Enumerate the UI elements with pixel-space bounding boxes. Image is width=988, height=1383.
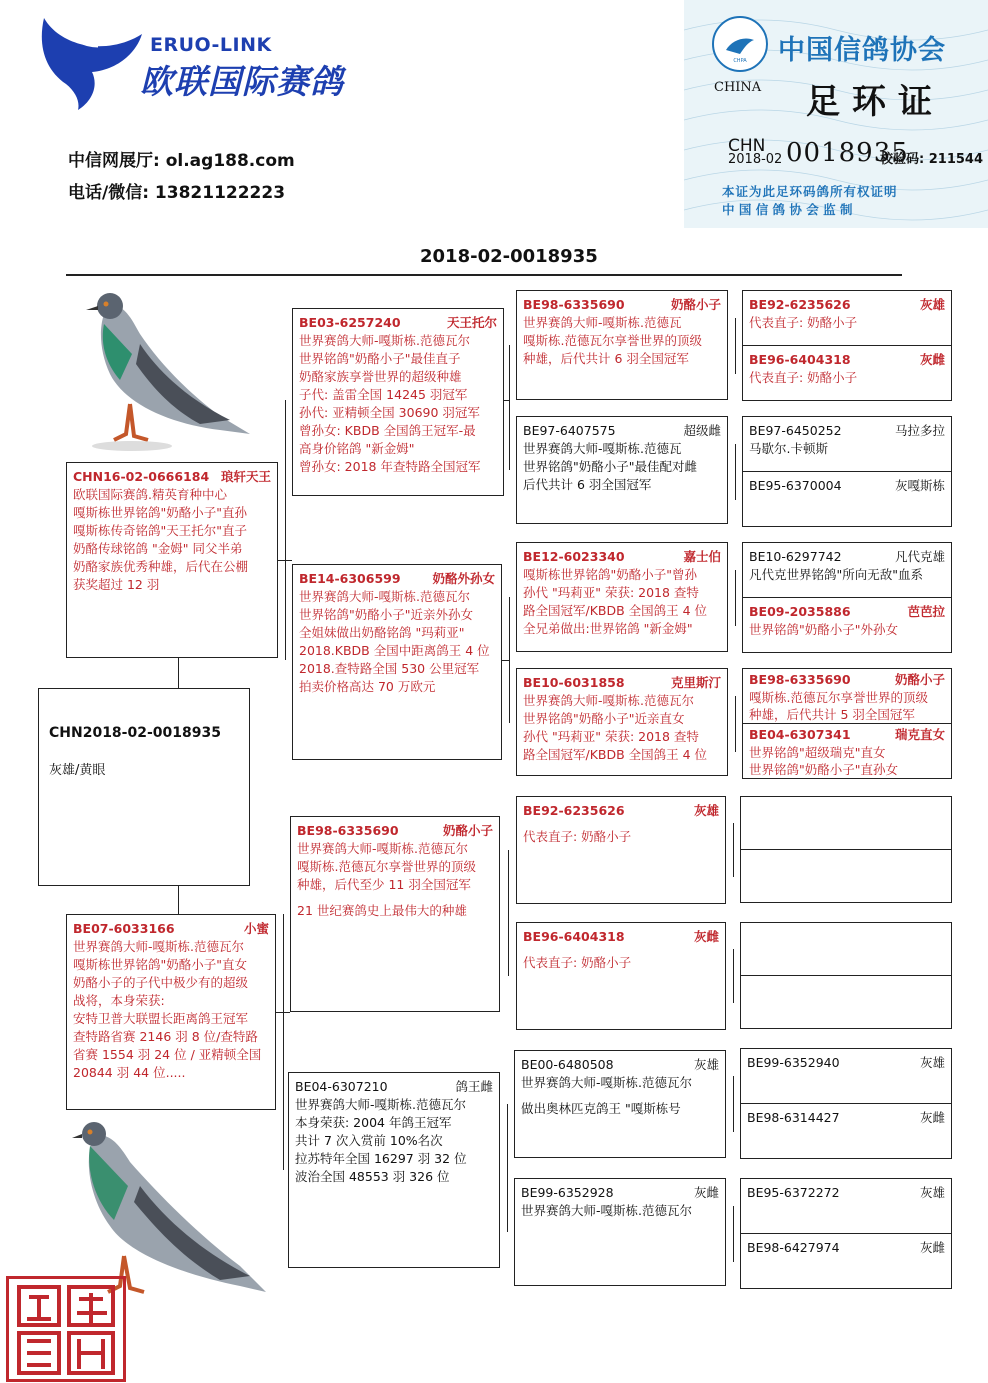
pedigree-id: BE98-6314427 — [747, 1110, 840, 1125]
pedigree-line: 世界赛鸽大师-嘎斯栋.范德瓦尔 — [299, 589, 470, 604]
pedigree-id: BE98-6335690 — [523, 297, 625, 312]
g4-box — [742, 290, 952, 346]
g4-empty-box — [740, 796, 952, 850]
pedigree-name: 灰雌 — [919, 352, 945, 367]
pedigree-line: 全兄弟做出:世界铭鸽 "新金姆" — [523, 621, 693, 636]
pedigree-line: 嘎斯栋.范德瓦尔享誉世界的顶级 — [749, 690, 928, 705]
pedigree-line: 路全国冠军/KBDB 全国鸽王 4 位 — [523, 603, 708, 618]
pedigree-id: BE04-6307341 — [749, 727, 851, 742]
pedigree-name: 天王托尔 — [446, 315, 497, 330]
g4-empty-box — [740, 975, 952, 1029]
pedigree-id: BE14-6306599 — [299, 571, 401, 586]
g4-box — [742, 542, 952, 598]
g4-box — [742, 723, 952, 779]
pedigree-id: CHN16-02-0666184 — [73, 469, 210, 484]
pedigree-line: 代表直子: 奶酪小子 — [749, 370, 858, 385]
g4-empty-box — [740, 849, 952, 903]
pedigree-line: 欧联国际赛鸽.精英育种中心 — [73, 487, 227, 502]
brand-name-en: ERUO-LINK — [150, 34, 272, 56]
pedigree-name: 马拉多拉 — [894, 423, 945, 438]
ggp-box — [516, 922, 726, 1030]
pedigree-line: 安特卫普大联盟长距离鸽王冠军 — [73, 1011, 249, 1026]
g4-box — [740, 1233, 952, 1289]
pedigree-line: 波治全国 48553 羽 326 位 — [295, 1169, 450, 1184]
ggp-box — [516, 542, 728, 652]
g4-empty-box — [740, 922, 952, 976]
ggp-box — [514, 1050, 726, 1158]
red-seal-stamp — [6, 1276, 126, 1382]
pedigree-id: BE09-2035886 — [749, 604, 851, 619]
pedigree-line: 凡代克世界铭鸽"所向无敌"血系 — [749, 567, 923, 582]
pedigree-line: 20844 羽 44 位..... — [73, 1065, 186, 1080]
pedigree-line: 2018.KBDB 全国中距离鸽王 4 位 — [299, 643, 490, 658]
connector-line — [502, 660, 510, 661]
pedigree-line: 世界铭鸽"奶酪小子"外孙女 — [749, 622, 898, 637]
pedigree-id: BE97-6407575 — [523, 423, 616, 438]
pedigree-name: 灰雄 — [919, 1055, 945, 1070]
pedigree-line: 世界铭鸽"奶酪小子"直孙女 — [749, 762, 898, 777]
pedigree-line: 世界铭鸽"奶酪小子"近亲外孙女 — [299, 607, 473, 622]
sire-sire-box — [292, 308, 504, 496]
pedigree-name: 灰雌 — [693, 929, 719, 944]
pedigree-id: BE10-6297742 — [749, 549, 842, 564]
dam-sire-box — [290, 816, 500, 1012]
dam-box — [66, 914, 276, 1110]
pedigree-id: BE99-6352928 — [521, 1185, 614, 1200]
pedigree-id: BE92-6235626 — [523, 803, 625, 818]
pedigree-line: 代表直子: 奶酪小子 — [749, 315, 858, 330]
pedigree-id: BE98-6335690 — [297, 823, 399, 838]
pedigree-line: 种雄，后代至少 11 羽全国冠军 — [297, 877, 471, 892]
pedigree-line: 世界铭鸽"奶酪小子"近亲直女 — [523, 711, 685, 726]
cert-country: CHINA — [714, 80, 762, 95]
pedigree-line: 世界赛鸽大师-嘎斯栋.范德瓦尔 — [73, 939, 244, 954]
pedigree-line: 世界赛鸽大师-嘎斯栋.范德瓦尔 — [297, 841, 468, 856]
pedigree-id: BE99-6352940 — [747, 1055, 840, 1070]
ring-certificate — [684, 0, 988, 228]
pedigree-name: 克里斯汀 — [670, 675, 721, 690]
connector-line — [735, 318, 736, 374]
pedigree-name: 奶酪小子 — [442, 823, 493, 838]
pedigree-line: 嘎斯栋.范德瓦尔享誉世界的顶级 — [297, 859, 476, 874]
cert-note-ownership: 本证为此足环码鸽所有权证明 — [722, 184, 898, 199]
g4-box — [742, 416, 952, 472]
pedigree-line: 世界赛鸽大师-嘎斯栋.范德瓦尔 — [521, 1075, 692, 1090]
pedigree-name: 灰雌 — [919, 1110, 945, 1125]
g4-box — [742, 345, 952, 401]
cert-check-code: 校验码: 211544 — [880, 152, 983, 167]
pedigree-line: 世界赛鸽大师-嘎斯栋.范德瓦 — [523, 315, 682, 330]
pedigree-line: 嘎斯栋世界铭鸽"奶酪小子"曾孙 — [523, 567, 697, 582]
page-title: 2018-02-0018935 — [420, 246, 598, 267]
connector-line — [178, 886, 179, 914]
connector-line — [178, 658, 179, 688]
dam-dam-box — [288, 1072, 500, 1268]
pedigree-name: 奶酪小子 — [894, 672, 945, 687]
pedigree-line: 高身价铭鸽 "新金姆" — [299, 441, 415, 456]
pedigree-line: 世界赛鸽大师-嘎斯栋.范德瓦尔 — [521, 1203, 692, 1218]
pedigree-line: 曾孙女: 2018 年查特路全国冠军 — [299, 459, 481, 474]
pedigree-line: 奶酪家族优秀种雄，后代在公棚 — [73, 559, 249, 574]
subject-box — [38, 688, 250, 886]
g4-box — [740, 1178, 952, 1234]
pedigree-id: BE04-6307210 — [295, 1079, 388, 1094]
pedigree-line: 嘎斯栋.范德瓦尔享誉世界的顶级 — [523, 333, 702, 348]
pedigree-name: 小蜜 — [243, 921, 269, 936]
cert-title: 足环证 — [806, 82, 944, 122]
pedigree-name: 琅轩天王 — [220, 469, 271, 484]
pedigree-line: 省赛 1554 羽 24 位 / 亚精顿全国 — [73, 1047, 262, 1062]
pedigree-line: 子代: 盖雷全国 14245 羽冠军 — [299, 387, 468, 402]
ggp-box — [516, 796, 726, 904]
pedigree-line: 2018.查特路全国 530 公里冠军 — [299, 661, 480, 676]
pedigree-line: 奶酪家族享誉世界的超级种雄 — [299, 369, 462, 384]
ggp-box — [516, 416, 728, 524]
pedigree-line: 获奖超过 12 羽 — [73, 577, 160, 592]
pedigree-id: BE10-6031858 — [523, 675, 625, 690]
pedigree-id: BE95-6372272 — [747, 1185, 840, 1200]
pedigree-line: 嘎斯栋世界铭鸽"奶酪小子"直孙 — [73, 505, 247, 520]
pedigree-line: 做出奥林匹克鸽王 "嘎斯栋号 — [521, 1101, 681, 1116]
pedigree-line: 代表直子: 奶酪小子 — [523, 829, 632, 844]
pedigree-line: 查特路省赛 2146 羽 8 位/查特路 — [73, 1029, 258, 1044]
ggp-box — [516, 668, 728, 776]
pedigree-line: 马歇尔.卡顿斯 — [749, 441, 828, 456]
pedigree-id: BE97-6450252 — [749, 423, 842, 438]
pedigree-line: 世界赛鸽大师-嘎斯栋.范德瓦尔 — [299, 333, 470, 348]
cert-ring-prefix: CHN — [728, 136, 766, 156]
pedigree-line: 21 世纪赛鸽史上最伟大的种雄 — [297, 903, 467, 918]
pedigree-line: 种雄，后代共计 5 羽全国冠军 — [749, 707, 915, 722]
subject-desc: 灰雄/黄眼 — [49, 763, 106, 778]
pedigree-id: BE96-6404318 — [749, 352, 851, 367]
pedigree-line: 路全国冠军/KBDB 全国鸽王 4 位 — [523, 747, 708, 762]
brand-logo-icon — [36, 14, 146, 112]
pedigree-name: 灰雄 — [919, 297, 945, 312]
pedigree-id: BE12-6023340 — [523, 549, 625, 564]
pedigree-line: 战将，本身荣获: — [73, 993, 165, 1008]
cert-ring-year: 2018-02 — [728, 152, 783, 167]
pedigree-name: 灰雄 — [693, 1057, 719, 1072]
connector-line — [283, 914, 284, 1170]
pedigree-id: BE07-6033166 — [73, 921, 175, 936]
pedigree-line: 世界铭鸽"奶酪小子"最佳配对雌 — [523, 459, 697, 474]
subject-ring: CHN2018-02-0018935 — [49, 725, 221, 741]
connector-line — [285, 400, 286, 660]
pedigree-line: 代表直子: 奶酪小子 — [523, 955, 632, 970]
sire-dam-box — [292, 564, 502, 760]
pedigree-id: BE03-6257240 — [299, 315, 401, 330]
pedigree-name: 奶酪小子 — [670, 297, 721, 312]
cert-emblem-icon: CHPA — [712, 16, 768, 72]
connector-line — [508, 850, 509, 976]
pedigree-line: 拍卖价格高达 70 万欧元 — [299, 679, 436, 694]
connector-line — [733, 1206, 734, 1262]
pedigree-line: 世界赛鸽大师-嘎斯栋.范德瓦尔 — [523, 693, 694, 708]
g4-box — [740, 1103, 952, 1159]
contact-phone: 电话/微信: 13821122223 — [68, 183, 286, 203]
pedigree-line: 全姐妹做出奶酪铭鸽 "玛莉亚" — [299, 625, 465, 640]
pedigree-id: BE98-6427974 — [747, 1240, 840, 1255]
connector-line — [733, 823, 734, 877]
pedigree-name: 凡代克雄 — [894, 549, 945, 564]
g4-box — [742, 668, 952, 724]
ggp-box — [516, 290, 728, 400]
connector-line — [733, 1076, 734, 1132]
connector-line — [735, 696, 736, 752]
pedigree-line: 孙代: 亚精顿全国 30690 羽冠军 — [299, 405, 480, 420]
cert-org: 中国信鸽协会 — [778, 35, 946, 66]
pedigree-id: BE96-6404318 — [523, 929, 625, 944]
contact-site: 中信网展厅: ol.ag188.com — [68, 151, 295, 171]
pedigree-line: 本身荣获: 2004 年鸽王冠军 — [295, 1115, 452, 1130]
pedigree-name: 奶酪外孙女 — [432, 571, 495, 586]
pedigree-line: 奶酪传球铭鸽 "金姆" 同父半弟 — [73, 541, 243, 556]
pedigree-name: 芭芭拉 — [907, 604, 945, 619]
pedigree-line: 曾孙女: KBDB 全国鸽王冠军-最 — [299, 423, 476, 438]
g4-box — [742, 597, 952, 653]
pedigree-line: 孙代 "玛莉亚" 荣获: 2018 查特 — [523, 729, 699, 744]
pedigree-name: 鸽王雌 — [455, 1079, 493, 1094]
sire-box — [66, 462, 278, 658]
pedigree-line: 拉苏特年全国 16297 羽 32 位 — [295, 1151, 467, 1166]
pedigree-name: 灰雌 — [919, 1240, 945, 1255]
pedigree-line: 嘎斯栋传奇铭鸽"天王托尔"直子 — [73, 523, 247, 538]
pedigree-id: BE95-6370004 — [749, 478, 842, 493]
title-rule — [66, 274, 902, 276]
brand-name-cn: 欧联国际赛鸽 — [140, 62, 344, 101]
pedigree-line: 世界铭鸽"奶酪小子"最佳直子 — [299, 351, 461, 366]
connector-line — [735, 570, 736, 626]
connector-line — [504, 400, 510, 401]
pedigree-line: 共计 7 次入赏前 10%名次 — [295, 1133, 443, 1148]
pedigree-line: 世界铭鸽"超级瑞克"直女 — [749, 745, 886, 760]
pedigree-line: 嘎斯栋世界铭鸽"奶酪小子"直女 — [73, 957, 247, 972]
pedigree-name: 瑞克直女 — [894, 727, 945, 742]
cert-ring-number: 0018935 — [786, 138, 909, 168]
cert-note-supervision: 中 国 信 鸽 协 会 监 制 — [722, 202, 853, 217]
connector-line — [509, 345, 510, 470]
pigeon-photo-top-icon — [70, 284, 260, 456]
connector-line — [735, 444, 736, 500]
ggp-box — [514, 1178, 726, 1286]
pedigree-name: 灰嘎斯栋 — [894, 478, 945, 493]
pedigree-line: 奶酪小子的子代中极少有的超级 — [73, 975, 249, 990]
pedigree-id: BE92-6235626 — [749, 297, 851, 312]
g4-box — [742, 471, 952, 527]
pedigree-id: BE00-6480508 — [521, 1057, 614, 1072]
pedigree-id: BE98-6335690 — [749, 672, 851, 687]
pedigree-name: 嘉士伯 — [683, 549, 721, 564]
pedigree-line: 世界赛鸽大师-嘎斯栋.范德瓦 — [523, 441, 682, 456]
pedigree-line: 孙代 "玛莉亚" 荣获: 2018 查特 — [523, 585, 699, 600]
pedigree-name: 超级雌 — [683, 423, 721, 438]
connector-line — [507, 1104, 508, 1232]
pedigree-line: 种雄，后代共计 6 羽全国冠军 — [523, 351, 689, 366]
g4-box — [740, 1048, 952, 1104]
pedigree-name: 灰雄 — [919, 1185, 945, 1200]
connector-line — [733, 949, 734, 1003]
pedigree-line: 后代共计 6 羽全国冠军 — [523, 477, 652, 492]
pedigree-line: 世界赛鸽大师-嘎斯栋.范德瓦尔 — [295, 1097, 466, 1112]
pedigree-name: 灰雌 — [693, 1185, 719, 1200]
pedigree-name: 灰雄 — [693, 803, 719, 818]
